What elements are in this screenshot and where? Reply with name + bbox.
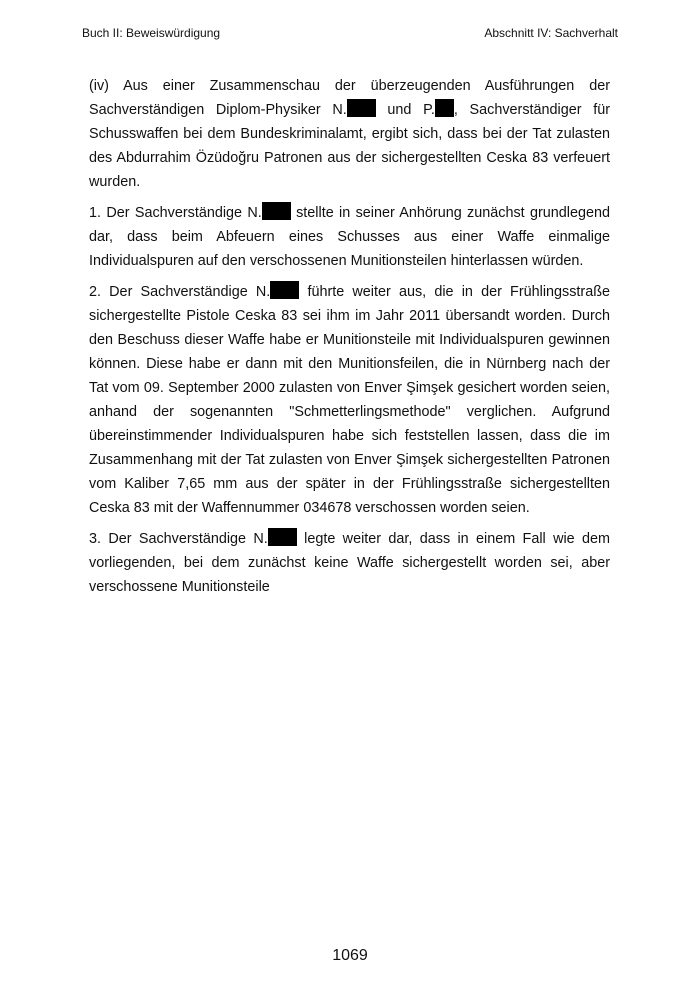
- paragraph-text: legte weiter dar, dass in einem Fall wie dem vorliegenden, bei dem zunächst keine Waffe sichergestellt worden sei, aber verschossene Munitionsteile: [89, 531, 610, 595]
- paragraph-text: 1. Der Sachverständige N.: [89, 205, 262, 221]
- paragraph-text: führte weiter aus, die in der Frühlingsstraße sichergestellte Pistole Ceska 83 sei ihm im Jahr 2011 übersandt worden. Durch den Beschuss dieser Waffe habe er Munitionsteile mit Individualspuren gewinnen können. Diese habe er dann mit den Munitionsfeilen, die in Nürnberg nach der Tat vom 09. September 2000 zulasten von Enver Şimşek gesichert worden seien, anhand der sogenannten "Schmetterlingsmethode" verglichen. Aufgrund übereinstimmender Individualspuren habe sich feststellen lassen, dass die im Zusammenhang mit der Tat zulasten von Enver Şimşek sichergestellten Patronen vom Kaliber 7,65 mm aus der später in der Frühlingsstraße sichergestellten Ceska 83 mit der Waffennummer 034678 verschossen worden seien.: [89, 284, 610, 516]
- paragraph-1: [89, 201, 610, 273]
- paragraph-3: [89, 527, 610, 599]
- paragraph-text: stellte in seiner Anhörung zunächst grundlegend dar, dass beim Abfeuern eines Schusses aus einer Waffe einmalige Individualspuren auf den verschossenen Munitionsteilen hinterlassen würden.: [89, 205, 610, 269]
- paragraph-iv-summary: [89, 74, 610, 194]
- redaction-bar: [268, 528, 297, 546]
- paragraph-text: , Sachverständiger für Schusswaffen bei dem Bundeskriminalamt, ergibt sich, dass bei der Tat zulasten des Abdurrahim Özüdoğru Patronen aus der sichergestellten Ceska 83 verfeuert wurden.: [89, 102, 610, 190]
- redaction-bar: [347, 99, 376, 117]
- paragraph-text: 3. Der Sachverständige N.: [89, 531, 268, 547]
- header-section-title: Abschnitt IV: Sachverhalt: [484, 26, 618, 40]
- paragraph-text: 2. Der Sachverständige N.: [89, 284, 271, 300]
- redaction-bar: [435, 99, 454, 117]
- running-header: [82, 24, 618, 42]
- redaction-bar: [270, 281, 299, 299]
- paragraph-2: [89, 280, 610, 520]
- redaction-bar: [262, 202, 291, 220]
- main-text: [89, 74, 610, 606]
- paragraph-text: und P.: [375, 102, 435, 118]
- header-book-title: Buch II: Beweiswürdigung: [82, 26, 221, 40]
- page-number: 1069: [332, 947, 368, 964]
- paragraph-text: (iv) Aus einer Zusammenschau der überzeugenden Ausführungen der Sachverständigen Diplom-Physiker N.: [89, 78, 610, 118]
